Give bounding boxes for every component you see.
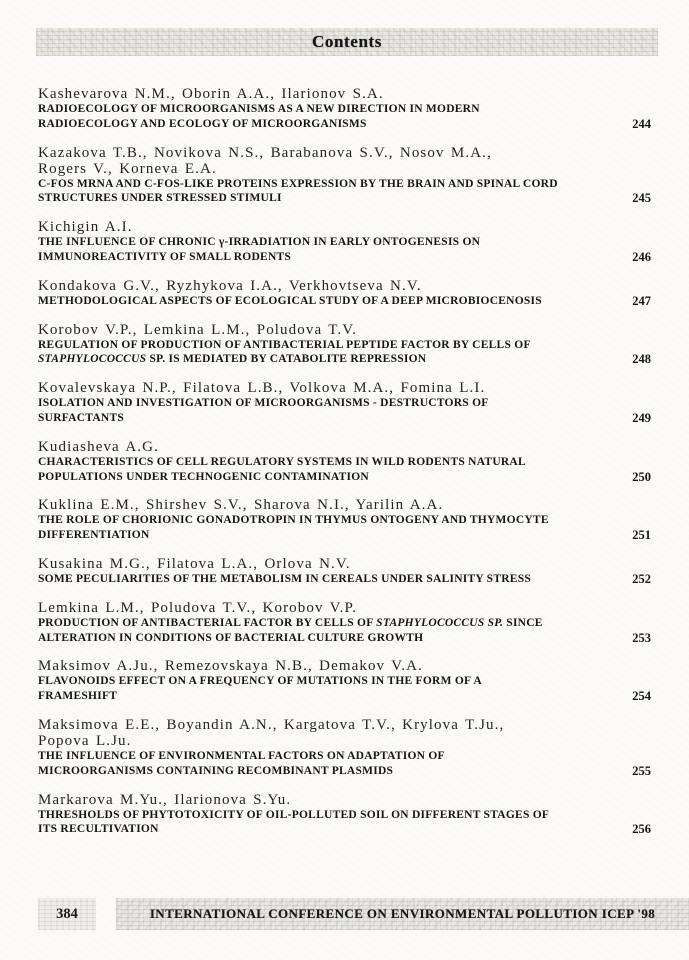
entry-title-line: THRESHOLDS OF PHYTOTOXICITY OF OIL-POLLUTED SOIL ON DIFFERENT STAGES OF — [38, 808, 550, 821]
entry-title-line: POPULATIONS UNDER TECHNOGENIC CONTAMINATION — [38, 470, 369, 483]
entry-page-number: 248 — [632, 352, 651, 367]
entry-title-row — [38, 338, 653, 368]
toc-entry — [38, 380, 653, 426]
entry-page-number: 253 — [632, 630, 651, 645]
entry-authors — [38, 86, 653, 102]
entry-title-row — [38, 396, 653, 426]
entry-title-row — [38, 513, 653, 543]
entry-title-line: REGULATION OF PRODUCTION OF ANTIBACTERIAL PEPTIDE FACTOR BY CELLS OF — [38, 338, 531, 351]
toc-entry — [38, 278, 653, 309]
entry-title-line: RADIOECOLOGY OF MICROORGANISMS AS A NEW DIRECTION IN MODERN — [38, 103, 480, 115]
entry-title-line: METHODOLOGICAL ASPECTS OF ECOLOGICAL STUDY OF A DEEP MICROBIOCENOSIS — [38, 294, 542, 307]
entry-title — [38, 396, 599, 426]
entry-authors — [38, 792, 653, 808]
entry-title-row — [38, 102, 653, 132]
entry-title-line: RADIOECOLOGY AND ECOLOGY OF MICROORGANISMS — [38, 117, 367, 130]
entry-title — [38, 455, 599, 485]
footer-page-number: 384 — [38, 898, 96, 930]
entry-title-line: FRAMESHIFT — [38, 690, 118, 703]
entry-title-row — [38, 177, 653, 207]
entry-author-line: Kazakova T.B., Novikova N.S., Barabanova S.V., Nosov M.A., — [38, 144, 492, 161]
entry-authors — [38, 658, 653, 674]
toc-entry — [38, 145, 653, 207]
entry-authors — [38, 278, 653, 294]
toc-entry — [38, 439, 653, 485]
entry-title — [38, 616, 599, 646]
entry-authors — [38, 380, 653, 396]
entry-author-line: Markarova M.Yu., Ilarionova S.Yu. — [38, 791, 292, 808]
entry-author-line: Kusakina M.G., Filatova L.A., Orlova N.V. — [38, 555, 351, 572]
entry-title-line: CHARACTERISTICS OF CELL REGULATORY SYSTEMS IN WILD RODENTS NATURAL — [38, 455, 526, 468]
entry-page-number: 250 — [632, 469, 651, 484]
entry-title-line: DIFFERENTIATION — [38, 529, 150, 542]
page-title: Contents — [312, 32, 382, 51]
toc-entry — [38, 658, 653, 704]
entry-authors — [38, 717, 653, 749]
entry-title-row — [38, 455, 653, 485]
entry-page-number: 245 — [632, 191, 651, 206]
entry-title-row — [38, 749, 653, 779]
entry-title — [38, 338, 599, 368]
entry-title-row — [38, 616, 653, 646]
entry-authors — [38, 556, 653, 572]
entry-page-number: 246 — [632, 249, 651, 264]
entry-title — [38, 235, 599, 265]
toc-entry — [38, 497, 653, 543]
entry-title — [38, 102, 599, 132]
entry-title-row — [38, 674, 653, 704]
toc-entry — [38, 219, 653, 265]
entry-title-line: THE INFLUENCE OF CHRONIC γ-IRRADIATION IN EARLY ONTOGENESIS ON — [38, 236, 481, 249]
entry-authors — [38, 497, 653, 513]
entry-title-line: ALTERATION IN CONDITIONS OF BACTERIAL CULTURE GROWTH — [38, 631, 424, 644]
entry-page-number: 251 — [632, 528, 651, 543]
entry-title-line: IMMUNOREACTIVITY OF SMALL RODENTS — [38, 250, 292, 263]
entry-authors — [38, 322, 653, 338]
entry-author-line: Kichigin A.I. — [38, 219, 133, 236]
entry-authors — [38, 600, 653, 616]
entry-title — [38, 674, 599, 704]
entry-title-line: C-FOS MRNA AND C-FOS-LIKE PROTEINS EXPRESSION BY THE BRAIN AND SPINAL CORD — [38, 177, 558, 190]
toc-entry — [38, 600, 653, 646]
entry-title-line: SOME PECULIARITIES OF THE METABOLISM IN CEREALS UNDER SALINITY STRESS — [38, 572, 532, 585]
contents-header-band — [36, 28, 658, 56]
entry-author-line: Kondakova G.V., Ryzhykova I.A., Verkhovtseva N.V. — [38, 277, 422, 294]
entry-author-line: Rogers V., Korneva E.A. — [38, 160, 217, 177]
entry-title-line: STRUCTURES UNDER STRESSED STIMULI — [38, 192, 282, 205]
entry-author-line: Maksimova E.E., Boyandin A.N., Kargatova T.V., Krylova T.Ju., — [38, 716, 505, 733]
entry-author-line: Lemkina L.M., Poludova T.V., Korobov V.P. — [38, 599, 358, 616]
entry-page-number: 247 — [632, 293, 651, 308]
entry-title-line: ITS RECULTIVATION — [38, 823, 159, 836]
entry-title — [38, 177, 599, 207]
footer — [0, 898, 689, 930]
entry-title — [38, 808, 599, 838]
entry-author-line: Kudiasheva A.G. — [38, 438, 159, 455]
entry-title — [38, 572, 599, 587]
entry-author-line: Maksimov A.Ju., Remezovskaya N.B., Demakov V.A. — [38, 658, 423, 675]
entry-page-number: 249 — [632, 410, 651, 425]
entry-title-line: SURFACTANTS — [38, 411, 125, 424]
entry-title-row — [38, 808, 653, 838]
entry-title-line: MICROORGANISMS CONTAINING RECOMBINANT PLASMIDS — [38, 764, 394, 777]
entry-title — [38, 749, 599, 779]
footer-conference-band — [116, 898, 689, 930]
toc-list — [38, 86, 653, 850]
entry-title-line: THE INFLUENCE OF ENVIRONMENTAL FACTORS ON ADAPTATION OF — [38, 749, 445, 762]
toc-entry — [38, 717, 653, 779]
entry-page-number: 244 — [632, 116, 651, 131]
toc-entry — [38, 792, 653, 838]
entry-author-line: Korobov V.P., Lemkina L.M., Poludova T.V. — [38, 321, 358, 338]
entry-title-line: ISOLATION AND INVESTIGATION OF MICROORGANISMS - DESTRUCTORS OF — [38, 397, 489, 410]
entry-author-line: Popova L.Ju. — [38, 732, 132, 749]
entry-page-number: 252 — [632, 571, 651, 586]
entry-title — [38, 294, 599, 309]
entry-title-line: STAPHYLOCOCCUS SP. IS MEDIATED BY CATABOLITE REPRESSION — [38, 353, 427, 366]
toc-entry — [38, 556, 653, 587]
entry-authors — [38, 439, 653, 455]
entry-title-line: THE ROLE OF CHORIONIC GONADOTROPIN IN THYMUS ONTOGENY AND THYMOCYTE — [38, 514, 549, 527]
entry-page-number: 256 — [632, 822, 651, 837]
entry-author-line: Kovalevskaya N.P., Filatova L.B., Volkova M.A., Fomina L.I. — [38, 380, 486, 397]
entry-title — [38, 513, 599, 543]
entry-title-line: PRODUCTION OF ANTIBACTERIAL FACTOR BY CELLS OF STAPHYLOCOCCUS SP. SINCE — [38, 616, 543, 629]
entry-authors — [38, 219, 653, 235]
entry-page-number: 254 — [632, 689, 651, 704]
entry-author-line: Kashevarova N.M., Oborin A.A., Ilarionov S.A. — [38, 86, 384, 102]
toc-entry — [38, 86, 653, 132]
entry-title-row — [38, 294, 653, 309]
footer-conference-title: INTERNATIONAL CONFERENCE ON ENVIRONMENTAL POLLUTION ICEP '98 — [149, 906, 656, 921]
entry-title-row — [38, 235, 653, 265]
toc-entry — [38, 322, 653, 368]
entry-author-line: Kuklina E.M., Shirshev S.V., Sharova N.I., Yarilin A.A. — [38, 497, 444, 514]
entry-title-row — [38, 572, 653, 587]
entry-title-line: FLAVONOIDS EFFECT ON A FREQUENCY OF MUTATIONS IN THE FORM OF A — [38, 675, 482, 688]
entry-page-number: 255 — [632, 763, 651, 778]
entry-authors — [38, 145, 653, 177]
